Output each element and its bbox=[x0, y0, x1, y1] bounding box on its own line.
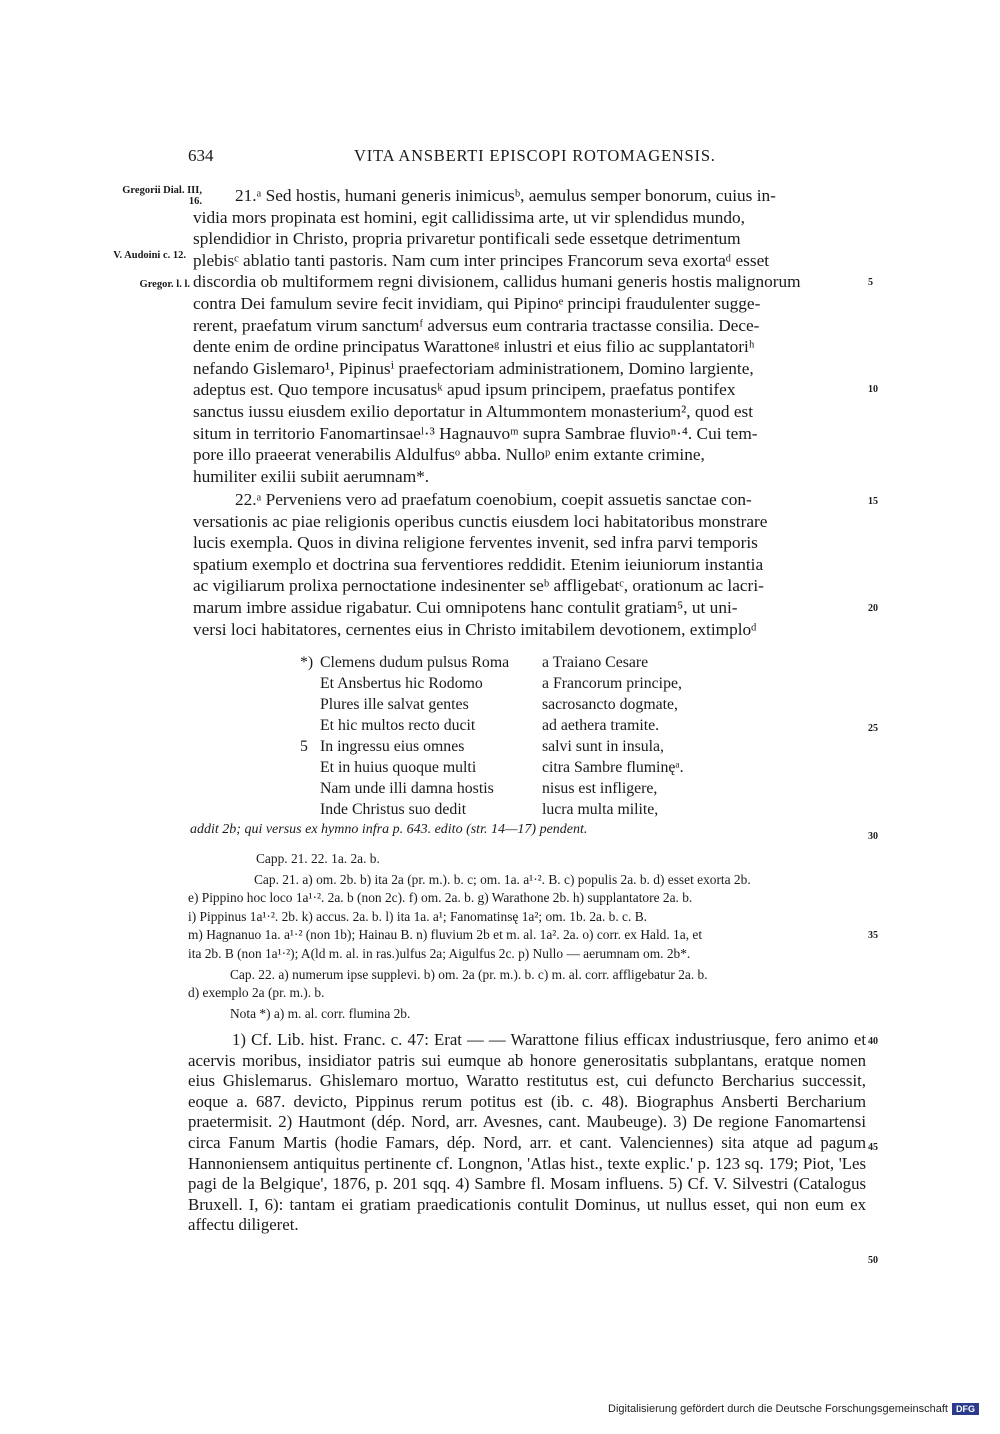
verse-line bbox=[300, 757, 740, 778]
body-line: 22.ᵃ Perveniens vero ad praefatum coenobium, coepit assuetis sanctae con- bbox=[235, 490, 752, 509]
body-line: nefando Gislemaro¹, Pipinusⁱ praefectoriam administrationem, Domino largiente, bbox=[193, 358, 754, 378]
line-number: 25 bbox=[868, 723, 878, 734]
body-line: situm in territorio Fanomartinsaeˡ·³ Hagnauvoᵐ supra Sambrae fluvioⁿ·⁴. Cui tem- bbox=[193, 423, 758, 443]
margin-ref-audoini: V. Audoini c. 12. bbox=[113, 250, 186, 261]
body-line: adeptus est. Quo tempore incusatusᵏ apud ipsum principem, praefatus pontifex bbox=[193, 380, 736, 400]
margin-ref-gregorii: Gregorii Dial. III, 16. bbox=[122, 185, 202, 207]
chapter-22-text bbox=[193, 489, 865, 640]
verse-second-half: citra Sambre fluminęᵃ. bbox=[542, 759, 684, 776]
verse-first-half: In ingressu eius omnes bbox=[320, 738, 465, 755]
verse-second-half: salvi sunt in insula, bbox=[542, 738, 664, 755]
apparatus-line: i) Pippinus 1a¹·². 2b. k) accus. 2a. b. l) ita 1a. a¹; Fanomatinsę 1a²; om. 1b. 2a. b. c. B. bbox=[188, 908, 647, 924]
line-number: 35 bbox=[868, 930, 878, 941]
footnotes bbox=[188, 1030, 866, 1236]
verse-number: *) bbox=[300, 654, 314, 671]
line-number: 50 bbox=[868, 1255, 878, 1266]
verse-second-half: lucra multa milite, bbox=[542, 801, 659, 818]
page-number: 634 bbox=[188, 146, 214, 165]
verse-second-half: a Francorum principe, bbox=[542, 675, 682, 692]
digitization-footer bbox=[608, 1403, 979, 1415]
verse-line bbox=[300, 652, 740, 673]
verse-source-note: addit 2b; qui versus ex hymno infra p. 643. edito (str. 14—17) pendent. bbox=[190, 822, 588, 837]
footnotes-text: 1) Cf. Lib. hist. Franc. c. 47: Erat — — Warattone filius efficax industriusque, fero animo et acervis moribus, insidiator patris sui eumque ab honore generositatis subplantans, eratque nomen eius Ghislemarus. Ghislemaro mortuo, Waratto restitutus est, cui defuncto Bercharius successit, eoque a. 687. devicto, Pippinus rerum potitus est (ib. c. 48). Biographus Ansberti Bercharium praetermisit. 2) Hautmont (dép. Nord, arr. Avesnes, cant. Maubeuge). 3) De regione Fanomartensi circa Fanum Martis (hodie Famars, dép. Nord, arr. et cant. Valenciennes) sita atque ad pagum Hannoniensem antiquitus pertinente cf. Longnon, 'Atlas hist., texte explic.' p. 123 sq. 179; Piot, 'Les pagi de la Belgique', 1876, p. 201 sqq. 4) Sambre fl. Mosam influens. 5) Cf. V. Silvestri (Catalogus Bruxell. I, 6): tantam ei gratiam praedicationis contulit Dominus, ut nullus esset, qui non eum ex affectu diligeret. bbox=[188, 1030, 866, 1235]
running-title: VITA ANSBERTI EPISCOPI ROTOMAGENSIS. bbox=[354, 146, 716, 165]
body-line: contra Dei famulum sevire fecit invidiam, qui Pipinoᵉ principi fraudulenter sugge- bbox=[193, 293, 761, 313]
body-line: dente enim de ordine principatus Warattoneᵍ inlustri et eius filio ac supplantatoriʰ bbox=[193, 337, 755, 357]
body-line: spatium exemplo et doctrina sua ferventiores reddidit. Etenim ieiuniorum instantia bbox=[193, 554, 764, 574]
verse-line bbox=[300, 694, 740, 715]
body-line: pore illo praeerat venerabilis Aldulfusᵒ abba. Nulloᵖ enim extante crimine, bbox=[193, 445, 705, 465]
line-number: 40 bbox=[868, 1036, 878, 1047]
verse-first-half: Inde Christus suo dedit bbox=[320, 801, 467, 818]
apparatus-capp: Capp. 21. 22. 1a. 2a. b. bbox=[256, 851, 380, 866]
verse-number: 5 bbox=[300, 738, 308, 755]
verse-line bbox=[300, 673, 740, 694]
dfg-logo: DFG bbox=[952, 1403, 979, 1415]
critical-apparatus bbox=[188, 850, 866, 1023]
line-number: 45 bbox=[868, 1142, 878, 1153]
body-line: versi loci habitatores, cernentes eius in Christo imitabilem devotionem, extimploᵈ bbox=[193, 619, 757, 639]
body-line: rerent, praefatum virum sanctumᶠ adversus eum contraria tractasse consilia. Dece- bbox=[193, 315, 760, 335]
verse-second-half: ad aethera tramite. bbox=[542, 717, 660, 734]
verse-number bbox=[300, 778, 320, 799]
verse-first-half: Plures ille salvat gentes bbox=[320, 696, 469, 713]
apparatus-line: d) exemplo 2a (pr. m.). b. bbox=[188, 985, 325, 1001]
verse-second-half: nisus est infligere, bbox=[542, 780, 658, 797]
line-number: 15 bbox=[868, 496, 878, 507]
verse-first-half: Et Ansbertus hic Rodomo bbox=[320, 675, 483, 692]
chapter-21-text bbox=[193, 185, 865, 487]
verse-first-half: Nam unde illi damna hostis bbox=[320, 780, 494, 797]
line-number: 20 bbox=[868, 603, 878, 614]
verse-number bbox=[300, 757, 320, 778]
verse-line bbox=[300, 778, 740, 799]
margin-ref-gregor: Gregor. l. l. bbox=[139, 279, 190, 290]
verse-number bbox=[300, 715, 320, 736]
page-header bbox=[0, 146, 1000, 170]
line-number: 30 bbox=[868, 831, 878, 842]
body-line: sanctus iussu eiusdem exilio deportatur in Altummontem monasterium², quod est bbox=[193, 401, 754, 421]
body-line: 21.ᵃ Sed hostis, humani generis inimicusᵇ, aemulus semper bonorum, cuius in- bbox=[235, 186, 776, 205]
line-number: 5 bbox=[868, 277, 873, 288]
apparatus-line: ita 2b. B (non 1a¹·²); A(ld m. al. in ras.)ulfus 2a; Aigulfus 2c. p) Nullo — aerumnam om. 2b*. bbox=[188, 945, 691, 961]
body-line: discordia ob multiformem regni divisionem, callidus humani generis hostis malignorum bbox=[193, 272, 801, 292]
apparatus-nota: Nota *) a) m. al. corr. flumina 2b. bbox=[230, 1005, 411, 1021]
footer-text: Digitalisierung gefördert durch die Deutsche Forschungsgemeinschaft bbox=[608, 1403, 948, 1415]
verse-first-half: Clemens dudum pulsus Roma bbox=[320, 654, 510, 671]
body-line: marum imbre assidue rigabatur. Cui omnipotens hanc contulit gratiam⁵, ut uni- bbox=[193, 597, 738, 617]
body-line: plebisᶜ ablatio tanti pastoris. Nam cum inter principes Francorum seva exortaᵈ esset bbox=[193, 250, 770, 270]
verse-block bbox=[300, 652, 740, 820]
body-line: splendidior in Christo, propria privaretur pontificali sede essetque detrimentum bbox=[193, 229, 741, 249]
verse-line bbox=[300, 715, 740, 736]
body-line: versationis ac piae religionis operibus cunctis eiusdem loci habitatoribus monstrare bbox=[193, 511, 768, 531]
apparatus-line: Cap. 22. a) numerum ipse supplevi. b) om. 2a (pr. m.). b. c) m. al. corr. affligebatur 2a. b. bbox=[230, 966, 708, 982]
verse-second-half: a Traiano Cesare bbox=[542, 654, 649, 671]
verse-first-half: Et hic multos recto ducit bbox=[320, 717, 476, 734]
body-line: humiliter exilii subiit aerumnam*. bbox=[193, 466, 430, 486]
verse-second-half: sacrosancto dogmate, bbox=[542, 696, 678, 713]
body-line: lucis exempla. Quos in divina religione ferventes invenit, sed infra parvi temporis bbox=[193, 533, 758, 553]
verse-line bbox=[300, 799, 740, 820]
verse-first-half: Et in huius quoque multi bbox=[320, 759, 477, 776]
verse-number bbox=[300, 799, 320, 820]
verse-line bbox=[300, 736, 740, 757]
apparatus-line: m) Hagnanuo 1a. a¹·² (non 1b); Hainau B. n) fluvium 2b et m. al. 1a². 2a. o) corr. ex Hald. 1a, et bbox=[188, 927, 703, 943]
body-line: vidia mors propinata est homini, egit callidissima arte, ut vir splendidus mundo, bbox=[193, 207, 745, 227]
verse-number bbox=[300, 673, 320, 694]
apparatus-line: e) Pippino hoc loco 1a¹·². 2a. b (non 2c). f) om. 2a. b. g) Warathone 2b. h) supplantatore 2a. b. bbox=[188, 890, 693, 906]
apparatus-line: Cap. 21. a) om. 2b. b) ita 2a (pr. m.). b. c; om. 1a. a¹·². B. c) populis 2a. b. d) esset exorta 2b. bbox=[254, 871, 751, 887]
line-number: 10 bbox=[868, 384, 878, 395]
body-line: ac vigiliarum prolixa pernoctatione indesinenter seᵇ affligebatᶜ, orationum ac lacri- bbox=[193, 576, 764, 596]
verse-number bbox=[300, 694, 320, 715]
